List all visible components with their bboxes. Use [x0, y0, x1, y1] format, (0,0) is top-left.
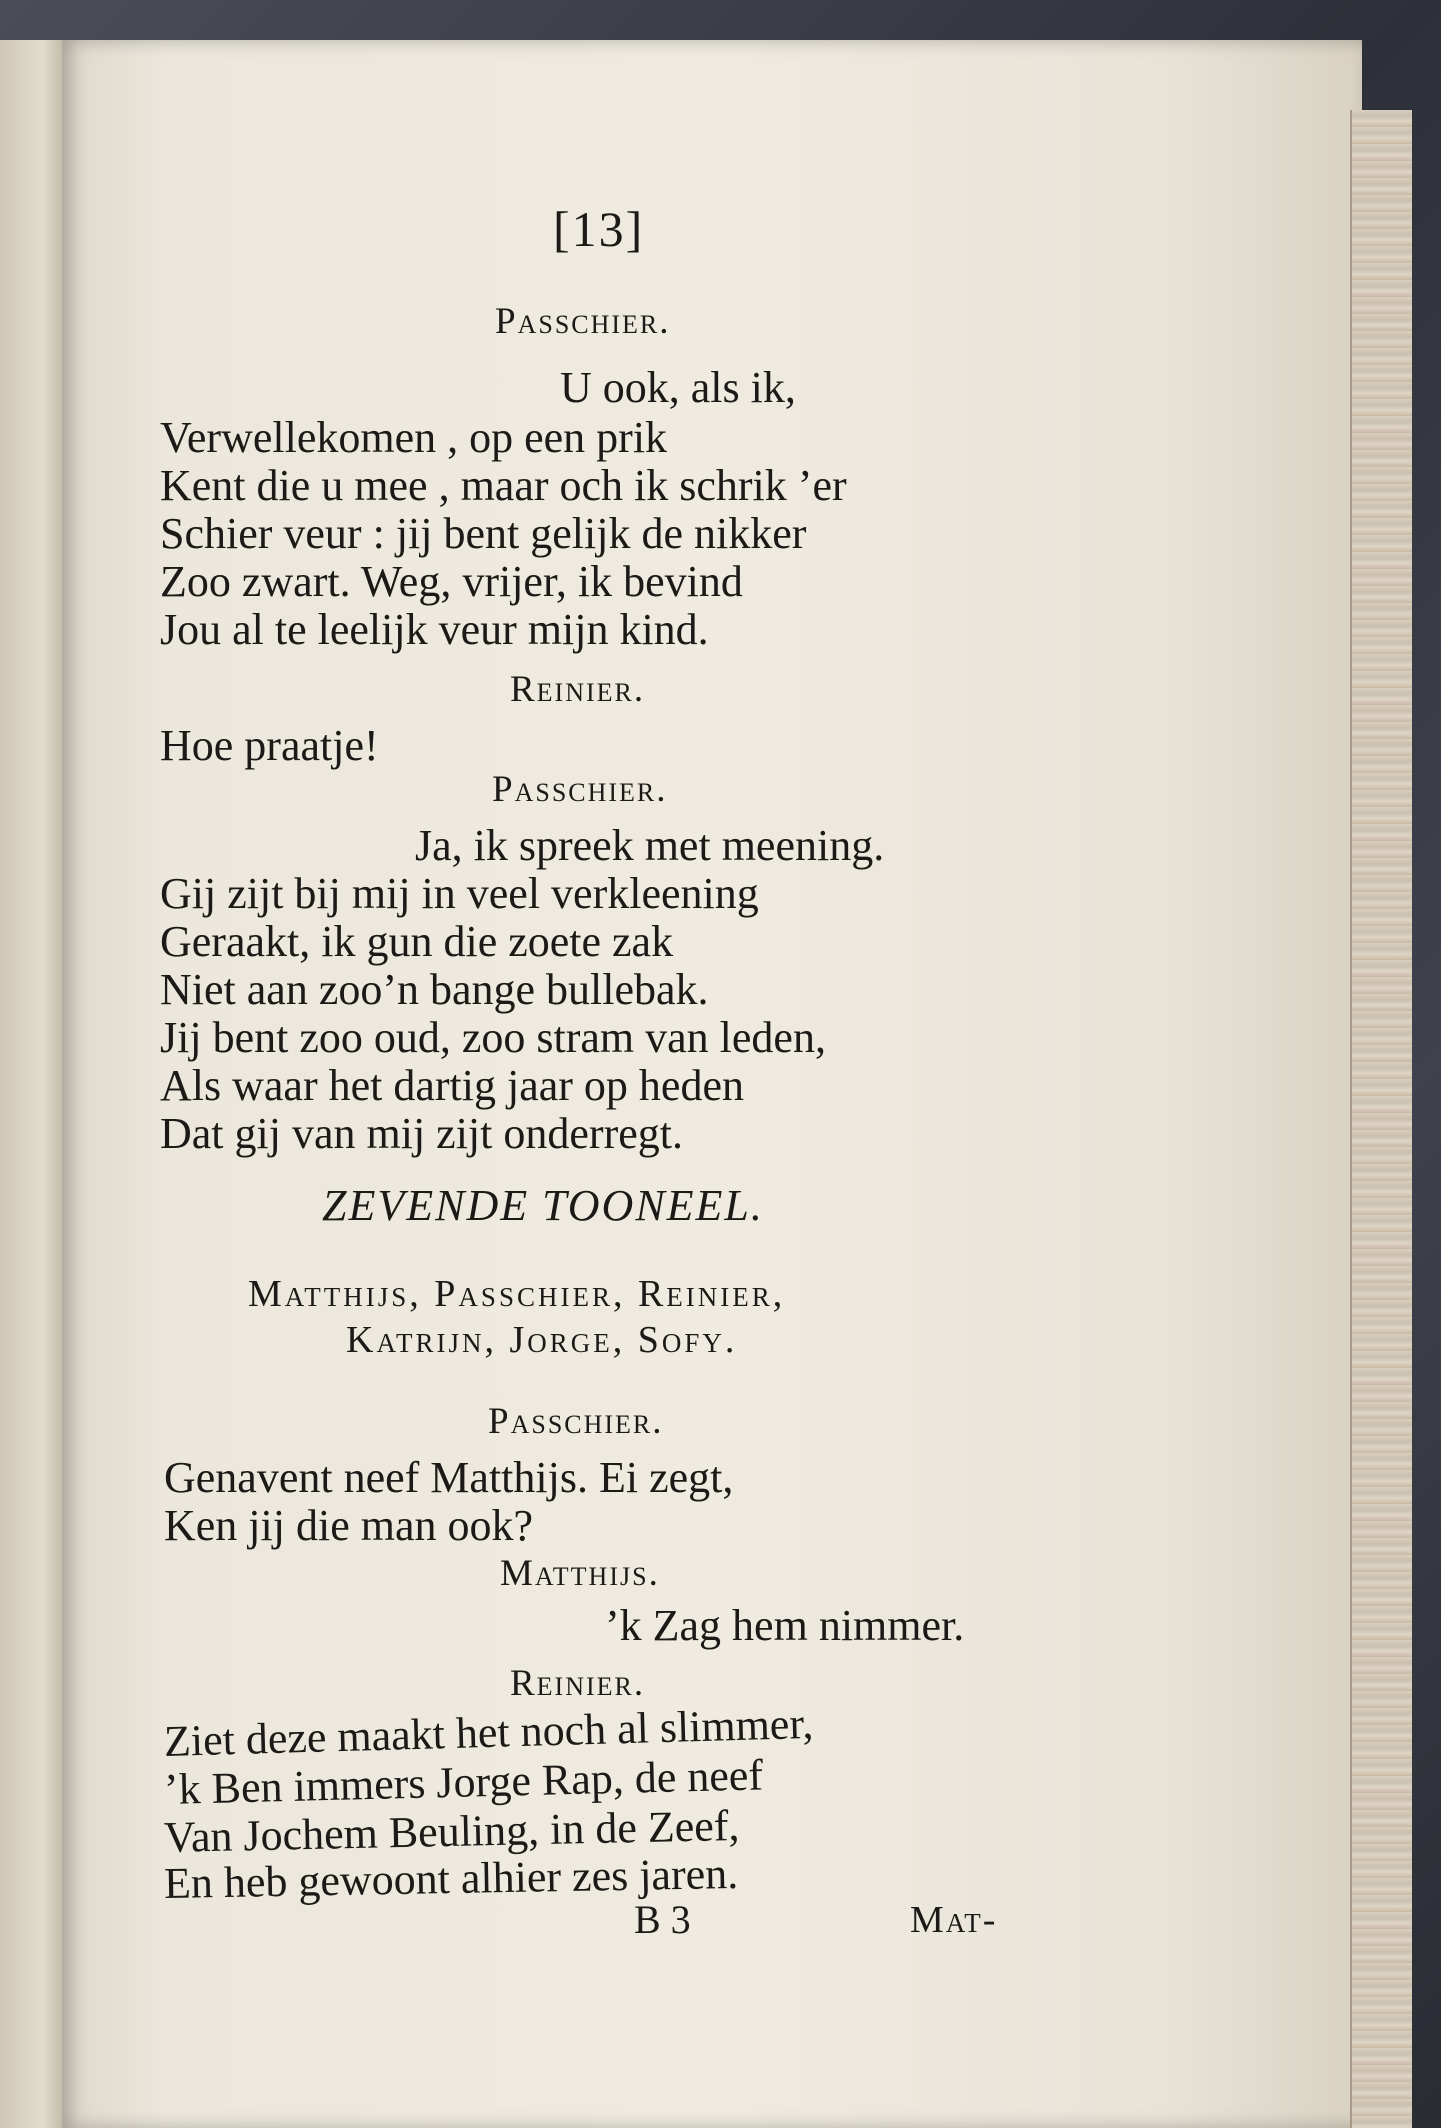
page-fore-edge: [1350, 110, 1412, 2128]
verse-line: Jou al te leelijk veur mijn kind.: [160, 605, 709, 654]
verse-line: En heb gewoont alhier zes jaren.: [163, 1848, 739, 1908]
verse-line: Dat gij van mij zijt onderregt.: [160, 1109, 683, 1158]
verse-line: Kent die u mee , maar och ik schrik ’er: [160, 461, 847, 510]
speaker-passchier-2: Passchier.: [492, 769, 668, 810]
catchword: Mat-: [910, 1899, 998, 1941]
speaker-passchier-1: Passchier.: [495, 301, 671, 342]
verse-line: ’k Ben immers Jorge Rap, de neef: [163, 1750, 764, 1814]
scene-title: ZEVENDE TOONEEL.: [322, 1181, 764, 1230]
verse-line: Schier veur : jij bent gelijk de nikker: [160, 509, 807, 558]
verse-line: Ziet deze maakt het noch al slimmer,: [163, 1698, 814, 1766]
verse-line: Niet aan zoo’n bange bullebak.: [160, 965, 709, 1014]
speaker-reinier-2: Reinier.: [510, 1663, 646, 1704]
verse-line: Geraakt, ik gun die zoete zak: [160, 917, 674, 966]
signature-mark: B 3: [634, 1897, 691, 1942]
verse-line: Van Jochem Beuling, in de Zeef,: [163, 1800, 740, 1862]
verse-line: ’k Zag hem nimmer.: [605, 1601, 965, 1650]
verse-line: Als waar het dartig jaar op heden: [160, 1061, 744, 1110]
verse-line: Jij bent zoo oud, zoo stram van leden,: [160, 1013, 826, 1062]
verse-line: Gij zijt bij mij in veel verkleening: [160, 869, 759, 918]
cast-line: Matthijs, Passchier, Reinier,: [248, 1273, 786, 1315]
verse-line: Ja, ik spreek met meening.: [415, 821, 885, 870]
verse-line: Ken jij die man ook?: [164, 1501, 534, 1550]
speaker-passchier-3: Passchier.: [488, 1401, 664, 1442]
speaker-reinier-1: Reinier.: [510, 669, 646, 710]
verse-line: Zoo zwart. Weg, vrijer, ik bevind: [160, 557, 743, 606]
verse-line: U ook, als ik,: [560, 363, 796, 412]
verse-line: Hoe praatje!: [160, 721, 379, 770]
verse-line: Verwellekomen , op een prik: [160, 413, 668, 462]
speaker-matthijs: Matthijs.: [500, 1553, 660, 1594]
verse-line: Genavent neef Matthijs. Ei zegt,: [164, 1453, 734, 1502]
cast-line: Katrijn, Jorge, Sofy.: [346, 1319, 738, 1361]
page-number: [13]: [553, 201, 645, 257]
